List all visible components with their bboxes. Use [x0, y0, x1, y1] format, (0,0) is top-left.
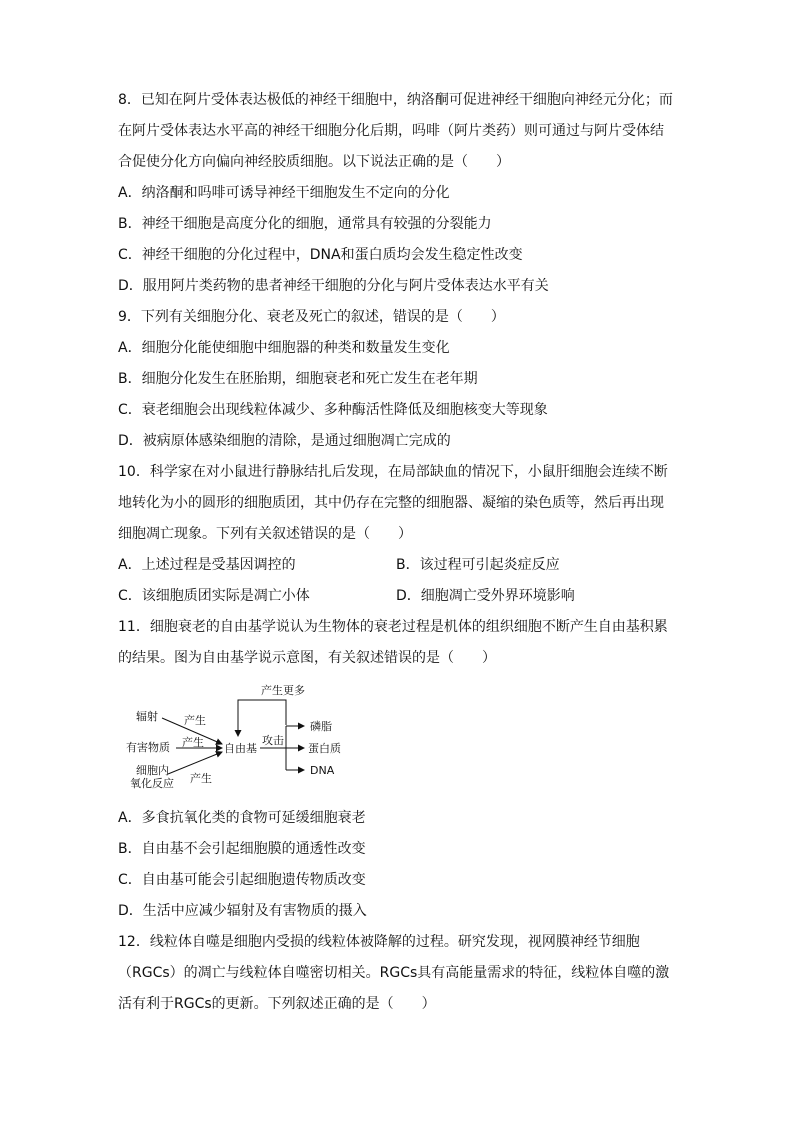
q11-option-b: B．自由基不会引起细胞膜的通透性改变	[118, 841, 366, 857]
q10-option-b: B．该过程可引起炎症反应	[396, 557, 560, 573]
q10-option-d: D．细胞凋亡受外界环境影响	[396, 588, 575, 604]
feedback-label: 产生更多	[261, 684, 305, 697]
target-protein: 蛋白质	[308, 742, 341, 755]
q11-stem-line-1: 11．细胞衰老的自由基学说认为生物体的衰老过程是机体的组织细胞不断产生自由基积累	[118, 619, 668, 635]
produce-label-3: 产生	[190, 772, 212, 785]
q9-option-a: A．细胞分化能使细胞中细胞器的种类和数量发生变化	[118, 340, 450, 356]
q8-stem-line-2: 在阿片受体表达水平高的神经干细胞分化后期，吗啡（阿片类药）则可通过与阿片受体结	[118, 123, 664, 139]
source-radiation: 辐射	[136, 710, 158, 723]
q11-stem-line-2: 的结果。图为自由基学说示意图，有关叙述错误的是（ ）	[118, 650, 496, 666]
q8-option-c: C．神经干细胞的分化过程中，DNA和蛋白质均会发生稳定性改变	[118, 247, 523, 263]
q9-option-d: D．被病原体感染细胞的清除，是通过细胞凋亡完成的	[118, 433, 451, 449]
source-cell-line1: 细胞内	[136, 764, 169, 777]
q11-option-d: D．生活中应减少辐射及有害物质的摄入	[118, 903, 367, 919]
q10-option-c: C．该细胞质团实际是凋亡小体	[118, 588, 310, 604]
q12-stem-line-2: （RGCs）的凋亡与线粒体自噬密切相关。RGCs具有高能量需求的特征，线粒体自噬的激	[118, 965, 670, 981]
feedback-arrow	[238, 700, 286, 736]
q10-stem-line-3: 细胞凋亡现象。下列有关叙述错误的是（ ）	[118, 526, 412, 542]
q9-option-c: C．衰老细胞会出现线粒体减少、多种酶活性降低及细胞核变大等现象	[118, 402, 548, 418]
q12-stem-line-1: 12．线粒体自噬是细胞内受损的线粒体被降解的过程。研究发现，视网膜神经节细胞	[118, 934, 640, 950]
free-radical-diagram	[118, 680, 378, 800]
target-dna: DNA	[310, 764, 335, 777]
source-harmful: 有害物质	[126, 741, 170, 754]
q8-option-b: B．神经干细胞是高度分化的细胞，通常具有较强的分裂能力	[118, 216, 492, 232]
q11-option-a: A．多食抗氧化类的食物可延缓细胞衰老	[118, 810, 366, 826]
arrow-cell	[168, 752, 222, 774]
center-free-radical: 自由基	[224, 742, 257, 755]
q12-stem-line-3: 活有利于RGCs的更新。下列叙述正确的是（ ）	[118, 996, 436, 1012]
produce-label-1: 产生	[184, 714, 206, 727]
q10-option-a: A．上述过程是受基因调控的	[118, 557, 296, 573]
attack-label: 攻击	[262, 734, 284, 747]
q8-stem-line-3: 合促使分化方向偏向神经胶质细胞。以下说法正确的是（ ）	[118, 154, 510, 170]
q8-stem-line-1: 8．已知在阿片受体表达极低的神经干细胞中，纳洛酮可促进神经干细胞向神经元分化；而	[118, 92, 673, 108]
produce-label-2: 产生	[182, 736, 204, 749]
q10-stem-line-2: 地转化为小的圆形的细胞质团，其中仍存在完整的细胞器、凝缩的染色质等，然后再出现	[118, 495, 664, 511]
source-cell-line2: 氧化反应	[130, 777, 174, 790]
target-lipid: 磷脂	[310, 720, 332, 733]
q9-option-b: B．细胞分化发生在胚胎期，细胞衰老和死亡发生在老年期	[118, 371, 478, 387]
q8-option-a: A．纳洛酮和吗啡可诱导神经干细胞发生不定向的分化	[118, 185, 450, 201]
q11-option-c: C．自由基可能会引起细胞遗传物质改变	[118, 872, 366, 888]
q9-stem: 9．下列有关细胞分化、衰老及死亡的叙述，错误的是（ ）	[118, 309, 505, 325]
q10-stem-line-1: 10．科学家在对小鼠进行静脉结扎后发现，在局部缺血的情况下，小鼠肝细胞会连续不断	[118, 464, 668, 480]
q8-option-d: D．服用阿片类药物的患者神经干细胞的分化与阿片受体表达水平有关	[118, 278, 549, 294]
